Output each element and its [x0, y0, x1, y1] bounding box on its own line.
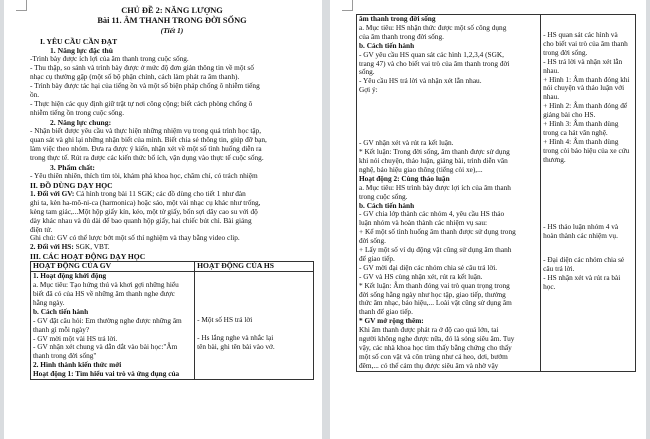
text-line: tên bài, ghi tên bài vào vở. [197, 342, 275, 352]
text-line: hoàn thành các nhiệm vụ. [543, 230, 618, 240]
text-line: - Trình bày được tác hại của tiếng ồn và một số biện pháp chống ô nhiễm tiếng [30, 81, 260, 91]
text-line: - GV đặt câu hỏi: Em thường nghe được những âm [33, 315, 182, 325]
text-line: biết đã có của HS về những âm thanh nghe được [33, 289, 175, 299]
text-line: ghi ta, kèn ha-mô-ni-ca (harmonica) hoặc sáo, một vài nhạc cụ khác như trống, [30, 197, 261, 207]
chapter-title: CHỦ ĐỀ 2: NĂNG LƯỢNG [121, 6, 223, 15]
text-line: ồn. [30, 90, 40, 100]
text-line: để giao tiếp. [359, 253, 395, 263]
text-line: b. Cách tiến hành [359, 200, 415, 210]
text-line: - GV yêu cầu HS quan sát các hình 1,2,3,4 (SGK, [359, 49, 504, 59]
text-line: âm thanh trong đời sống [359, 14, 436, 23]
document-page-left [4, 0, 322, 439]
text-line: - GV mời đại diện các nhóm chia sẻ câu trả lời. [359, 262, 498, 272]
text-line: nghệ, báo hiệu giao thông (tiếng còi xe),... [359, 164, 483, 174]
text-line: người không nghe được nữa, đó là sóng siêu âm. Tuy [359, 334, 515, 344]
text-line: trong đời sống. [543, 47, 588, 57]
student-label: 2. Đối với HS: [30, 242, 74, 252]
text-line: - Nhận biết được yêu cầu và thực hiện những nhiệm vụ trong quá trình học tập, [30, 125, 262, 135]
text-line: - HS thảo luận nhóm 4 và [543, 221, 619, 231]
text-line: - GV và HS cùng nhận xét, rút ra kết luận. [359, 271, 483, 281]
text-line: + Hình 1: Âm thanh đóng khi [543, 74, 630, 84]
text-line: nhau. [543, 92, 560, 102]
section-heading: II. ĐỒ DÙNG DẠY HỌC [30, 180, 113, 190]
text-line: học. [543, 282, 556, 292]
text-line: trong cuộc sống. [359, 191, 408, 201]
subsection-heading: 3. Phẩm chất: [50, 162, 95, 172]
text-line: Hoạt động 1: Tìm hiểu vai trò và ứng dụng của [33, 369, 180, 379]
period-label: (Tiết 1) [160, 26, 184, 35]
competency-list [30, 55, 314, 117]
note-line: Ghi chú: GV có thể lược bớt một số thí nghiệm và thay bằng video clip. [30, 233, 240, 243]
text-line: - Một số HS trả lời [197, 315, 253, 325]
teacher-materials [30, 190, 314, 235]
text-line: hằng ngày. [33, 297, 65, 307]
text-line: + Lấy một số ví dụ động vật cũng sử dụng âm thanh [359, 245, 512, 255]
text-line: Hoạt động 2: Cùng thảo luận [359, 173, 450, 183]
text-line: a. Mục tiêu: Tạo hứng thú và khơi gợi những hiểu [33, 280, 179, 290]
text-line: sống. [359, 67, 375, 77]
text-line: dày khác nhau và đủ dài để bao quanh hộp giấy, hai chiếc bút chì. Bài giảng [30, 215, 252, 225]
text-line: luận nhóm và hoàn thành các nhiệm vụ sau: [359, 218, 488, 228]
text-line: thanh để giao tiếp. [359, 307, 413, 317]
text-line: - Thu thập, so sánh và trình bày được ở mức độ đơn giản thông tin về một số [30, 63, 254, 73]
text-line: - HS trả lời và nhận xét lẫn [543, 56, 623, 66]
section-heading: I. YÊU CẦU CẦN ĐẠT [40, 37, 118, 46]
text-line: quan sát và ghi lại những nhận biết của mình. Biết chia sẻ thông tin, giúp đỡ bạn, [30, 134, 267, 144]
text-line: giảng bài cho HS. [543, 110, 596, 120]
text-line: a. Mục tiêu: HS nhận thức được một số công dụng [359, 22, 507, 32]
text-line: điện tử. [30, 224, 53, 234]
text-line: thức âm nhạc, báo hiệu,... Loài vật cũng sử dụng âm [359, 298, 512, 308]
text-line: + Hình 2: Âm thanh đóng để [543, 101, 628, 111]
text-line: a. Mục tiêu: HS trình bày được lợi ích của âm thanh [359, 182, 511, 192]
text-line: 1. Đối với GV: Cả hình trong bài 11 SGK; các đồ dùng cho tiết 1 như đàn [30, 188, 246, 198]
text-line: đời sống hằng ngày như học tập, giao tiếp, thưởng [359, 289, 506, 299]
text-line: * GV mở rộng thêm: [359, 316, 424, 326]
text-line: 1. Hoạt động khởi động [33, 271, 107, 281]
table-header-teacher: HOẠT ĐỘNG CỦA GV [31, 262, 195, 272]
text-line: vậy, các nhà khoa học tìm thấy bằng chứng cho thấy [359, 343, 512, 352]
text-line: + Kể một số tình huống âm thanh được sử dụng trong [359, 227, 516, 237]
text-line: - GV nhận xét chung và dẫn dắt vào bài học:"Âm [33, 342, 178, 352]
teacher-label: 1. Đối với GV: [30, 188, 77, 198]
crop-mark [16, 0, 27, 11]
section-heading: III. CÁC HOẠT ĐỘNG DẠY HỌC [30, 252, 146, 262]
text-line: + Hình 3: Âm thanh dùng [543, 119, 619, 129]
text-line: - GV chia lớp thành các nhóm 4, yêu cầu HS thảo [359, 209, 505, 219]
quality-line: - Yêu thiên nhiên, thích tìm tòi, khám phá khoa học, chăm chỉ, có trách nhiệm [30, 170, 258, 180]
teacher-activity-cell [31, 272, 195, 380]
text-line: đêm,... có thể cảm thụ được siêu âm và nhờ vậy [359, 360, 499, 370]
lesson-title: Bài 11. ÂM THANH TRONG ĐỜI SỐNG [97, 16, 247, 25]
text-line: Gợi ý: [359, 85, 378, 95]
text-line: * Kết luận: Âm thanh đóng vai trò quan trọng trong [359, 280, 510, 290]
text-line: -Trình bày được ích lợi của âm thanh trong cuộc sống. [30, 54, 189, 64]
text-line: + Hình 4: Âm thanh dùng [543, 136, 619, 146]
text-line: khi nói chuyện, thảo luận, giảng bài, trình diễn văn [359, 155, 508, 165]
text-line: làm việc theo nhóm. Đưa ra được ý kiến, nhận xét về một số tình huống diễn ra [30, 143, 262, 153]
text-line: trong ca hát văn nghệ. [543, 127, 608, 137]
text-line: Khi âm thanh được phát ra ở độ cao quá lớn, tai [359, 325, 499, 335]
table-header-student: HOẠT ĐỘNG CỦA HS [195, 262, 314, 272]
student-activity-cell [541, 15, 636, 372]
text-line: thương. [543, 154, 566, 164]
text-line: kèng tam giác,...Một hộp giấy kín, kéo, một tờ giấy, bốn sợi dây cao su với độ [30, 206, 258, 216]
text-line: nhiễm tiếng ồn trong cuộc sống. [30, 107, 125, 117]
text-line: thanh trong đời sống" [33, 351, 97, 361]
text-line: cho biết vai trò của âm thanh [543, 38, 628, 48]
text-line: - Đại diện các nhóm chia sẻ [543, 255, 625, 265]
text-line: trong còi báo hiệu của xe cứu [543, 145, 630, 155]
text-line: - HS quan sát các hình và [543, 30, 618, 39]
text-line: - GV nhận xét và rút ra kết luận. [359, 138, 454, 148]
text-line: - Yêu cầu HS trả lời và nhận xét lẫn nhau. [359, 76, 482, 86]
text-line: b. Cách tiến hành [33, 306, 89, 316]
text-line: nói chuyện và thảo luận với [543, 83, 625, 93]
text-line: * Kết luận: Trong đời sống, âm thanh được sử dụng [359, 147, 510, 157]
text-line: - GV mời một vài HS trả lời. [33, 333, 118, 343]
student-materials: SGK, VBT. [75, 242, 110, 252]
subsection-heading: 2. Năng lực chung: [50, 117, 112, 127]
teacher-activity-cell [357, 15, 541, 372]
text-line: trang 47) và cho biết vai trò của âm thanh trong đời [359, 58, 510, 68]
text-line: câu trả lời. [543, 264, 575, 274]
text-line: đời sống. [359, 236, 386, 246]
document-page-right [330, 0, 646, 439]
text-line: một số con vật và côn trùng như cá heo, dơi, bướm [359, 351, 508, 361]
text-line: 2. Hình thành kiến thức mới [33, 360, 122, 370]
text-line: b. Cách tiến hành [359, 40, 415, 50]
text-line: của âm thanh trong đời sống. [359, 31, 444, 41]
student-activity-cell [195, 272, 314, 380]
text-line: nhạc cụ thường gặp (một số bộ phận chính, cách làm phát ra âm thanh). [30, 72, 240, 82]
text-line: - HS nhận xét và rút ra bài [543, 273, 621, 283]
general-competency-list [30, 127, 314, 163]
text-line: - Hs lắng nghe và nhắc lại [197, 333, 274, 343]
activity-table-continued [356, 14, 636, 372]
text-line: - Thực hiện các quy định giữ trật tự nơi công cộng; biết cách phòng chống ô [30, 98, 253, 108]
text-line: nhau. [543, 65, 560, 75]
subsection-heading: 1. Năng lực đặc thù [50, 46, 113, 56]
text-line: thanh gì mỗi ngày? [33, 324, 90, 334]
crop-mark [342, 0, 353, 11]
activity-table [30, 261, 314, 380]
text-line: trong thực tế. Rút ra được các kiến thức bổ ích, vận dụng vào thực tế cuộc sống. [30, 152, 264, 162]
